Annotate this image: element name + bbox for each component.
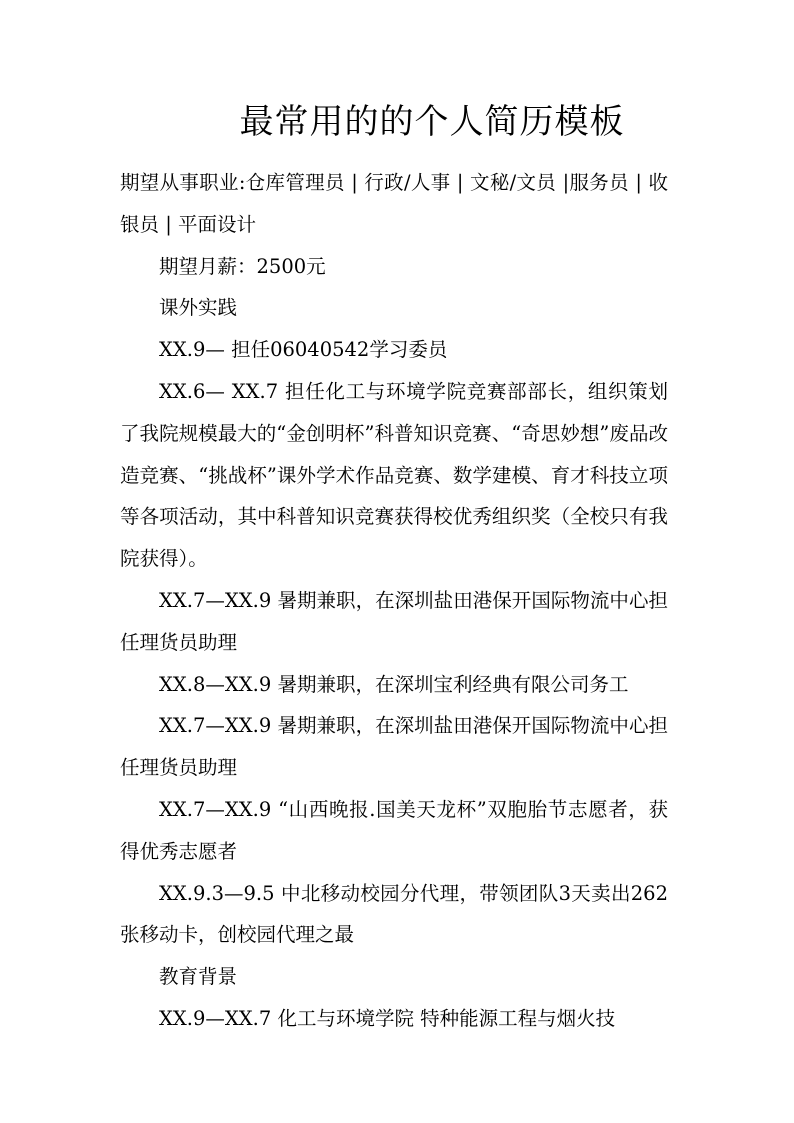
section-heading-education: 教育背景 [159, 965, 238, 989]
practice-item: XX.7—XX.9 暑期兼职，在深圳盐田港保开国际物流中心担任理货员助理 [120, 714, 668, 780]
salary-line: 期望月薪：2500元 [159, 254, 326, 278]
document-title: 最常用的的个人简历模板 [239, 102, 625, 142]
education-item: XX.9—XX.7 化工与环境学院 特种能源工程与烟火技 [159, 1006, 616, 1030]
practice-item: XX.7—XX.9 暑期兼职，在深圳盐田港保开国际物流中心担任理货员助理 [120, 588, 668, 654]
section-heading-practice: 课外实践 [159, 296, 238, 320]
document-body [120, 162, 668, 1040]
practice-item: XX.9— 担任06040542学习委员 [159, 338, 448, 362]
job-intent-paragraph: 期望从事职业:仓库管理员 | 行政/人事 | 文秘/文员 |服务员 | 收银员 | 平面设计 [120, 171, 668, 236]
practice-item: XX.8—XX.9 暑期兼职，在深圳宝利经典有限公司务工 [159, 672, 629, 696]
practice-item: XX.6— XX.7 担任化工与环境学院竞赛部部长，组织策划了我院规模最大的“金创明杯”科普知识竞赛、“奇思妙想”废品改造竞赛、“挑战杯”课外学术作品竞赛、数学建模、育才科技立项等各项活动，其中科普知识竞赛获得校优秀组织奖（全校只有我院获得）。 [120, 379, 668, 571]
practice-item: XX.9.3—9.5 中北移动校园分代理，带领团队3天卖出262张移动卡，创校园代理之最 [120, 881, 668, 947]
practice-item: XX.7—XX.9 “山西晚报.国美天龙杯”双胞胎节志愿者，获得优秀志愿者 [120, 797, 668, 863]
